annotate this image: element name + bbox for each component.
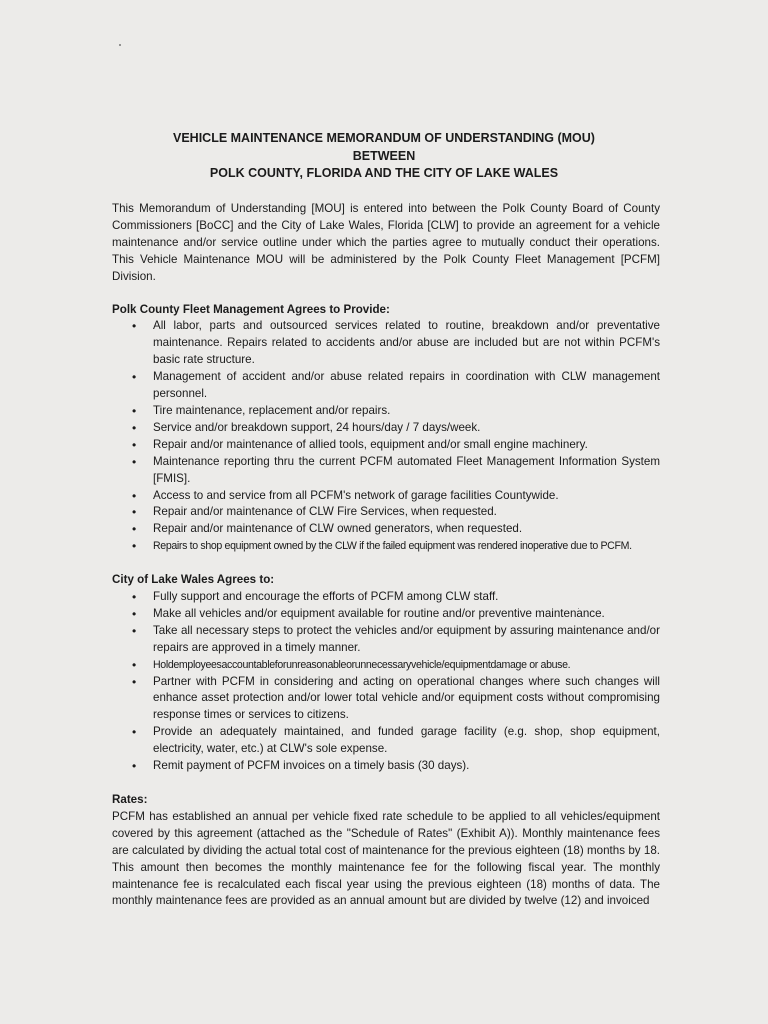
section-spacer (112, 555, 660, 572)
list-item: • Repair and/or maintenance of allied tools, equipment and/or small engine machinery. (132, 437, 588, 452)
scan-speck (119, 44, 121, 46)
list-item: • Service and/or breakdown support, 24 hours/day / 7 days/week. (132, 420, 481, 435)
pcfm-heading: Polk County Fleet Management Agrees to Provide: (112, 302, 390, 316)
title-line-2: BETWEEN (352, 148, 416, 163)
clw-heading: City of Lake Wales Agrees to: (112, 573, 275, 587)
bullet-icon: • (132, 623, 137, 638)
document-title (110, 130, 658, 183)
list-item: • Access to and service from all PCFM's network of garage facilities Countywide. (132, 488, 559, 503)
list-item: • Remit payment of PCFM invoices on a timely basis (30 days). (132, 759, 470, 774)
bullet-icon: • (132, 522, 137, 537)
bullet-icon: • (132, 420, 137, 435)
intro-paragraph: This Memorandum of Understanding [MOU] is entered into between the Polk County Board of County Commissioners [BoCC] and the City of Lake Wales, Florida [CLW] to provide an agreement for a vehicle maintenance and/or service outline under which the parties agree to mutually conduct their operations. This Vehicle Maintenance MOU will be administered by the Polk County Fleet Management [PCFM] Division. (112, 202, 660, 283)
list-item: • Tire maintenance, replacement and/or repairs. (132, 403, 391, 418)
bullet-icon: • (132, 488, 137, 503)
list-item: • Management of accident and/or abuse related repairs in coordination with CLW management personnel. (132, 370, 660, 401)
rates-heading: Rates: (112, 793, 148, 806)
bullet-icon: • (132, 759, 137, 774)
list-item: • Repairs to shop equipment owned by the CLW if the failed equipment was rendered inoperative due to PCFM. (132, 539, 632, 554)
list-item: • Repair and/or maintenance of CLW Fire Services, when requested. (132, 505, 497, 520)
bullet-icon: • (132, 370, 137, 385)
bullet-icon: • (132, 454, 137, 469)
clw-list (112, 589, 660, 775)
list-item: • Fully support and encourage the efforts of PCFM among CLW staff. (132, 590, 499, 605)
bullet-icon: • (132, 437, 137, 452)
list-item: • Make all vehicles and/or equipment available for routine and/or preventive maintenance. (132, 606, 605, 621)
bullet-icon: • (132, 657, 137, 672)
list-item: • Maintenance reporting thru the current PCFM automated Fleet Management Information System [FMIS]. (132, 454, 660, 485)
list-item: • All labor, parts and outsourced services related to routine, breakdown and/or preventative maintenance. Repairs related to accidents and/or abuse are included but are not within PCFM's basic rate structure. (132, 319, 660, 367)
bullet-icon: • (132, 505, 137, 520)
bullet-icon: • (132, 590, 137, 605)
list-item: • Repair and/or maintenance of CLW owned generators, when requested. (132, 522, 523, 537)
title-line-1: VEHICLE MAINTENANCE MEMORANDUM OF UNDERSTANDING (MOU) (173, 131, 595, 145)
list-item: • Take all necessary steps to protect the vehicles and/or equipment by assuring maintenance and/or repairs are approved in a timely manner. (132, 623, 660, 654)
bullet-icon: • (132, 674, 137, 689)
document-body (112, 201, 660, 910)
rates-paragraph: PCFM has established an annual per vehicle fixed rate schedule to be applied to all vehicles/equipment covered by this agreement (attached as the "Schedule of Rates" (Exhibit A)). Monthly maintenance fees are calculated by dividing the actual total cost of maintenance for the previous eighteen (18) months by 18. This amount then becomes the monthly maintenance fee for the following fiscal year. The monthly maintenance fee is recalculated each fiscal year using the previous eighteen (18) months of data. The monthly maintenance fees are provided as an annual amount but are divided by twelve (12) and invoiced (112, 809, 660, 908)
bullet-icon: • (132, 725, 137, 740)
bullet-icon: • (132, 539, 137, 554)
section-spacer (112, 775, 660, 792)
bullet-icon: • (132, 403, 137, 418)
bullet-icon: • (132, 606, 137, 621)
list-item: • Provide an adequately maintained, and funded garage facility (e.g. shop, shop equipment, electricity, water, etc.) at CLW's sole expense. (132, 725, 660, 756)
list-item: • Holdemployeesaccountableforunreasonableorunnecessaryvehicle/equipmentdamage or abuse. (132, 657, 571, 672)
bullet-icon: • (132, 319, 137, 334)
list-item: • Partner with PCFM in considering and acting on operational changes where such changes will enhance asset protection and/or lower total vehicle and/or equipment costs without compromising response times or services to citizens. (132, 674, 660, 722)
title-line-3: POLK COUNTY, FLORIDA AND THE CITY OF LAKE WALES (209, 166, 559, 180)
pcfm-list (112, 318, 660, 555)
